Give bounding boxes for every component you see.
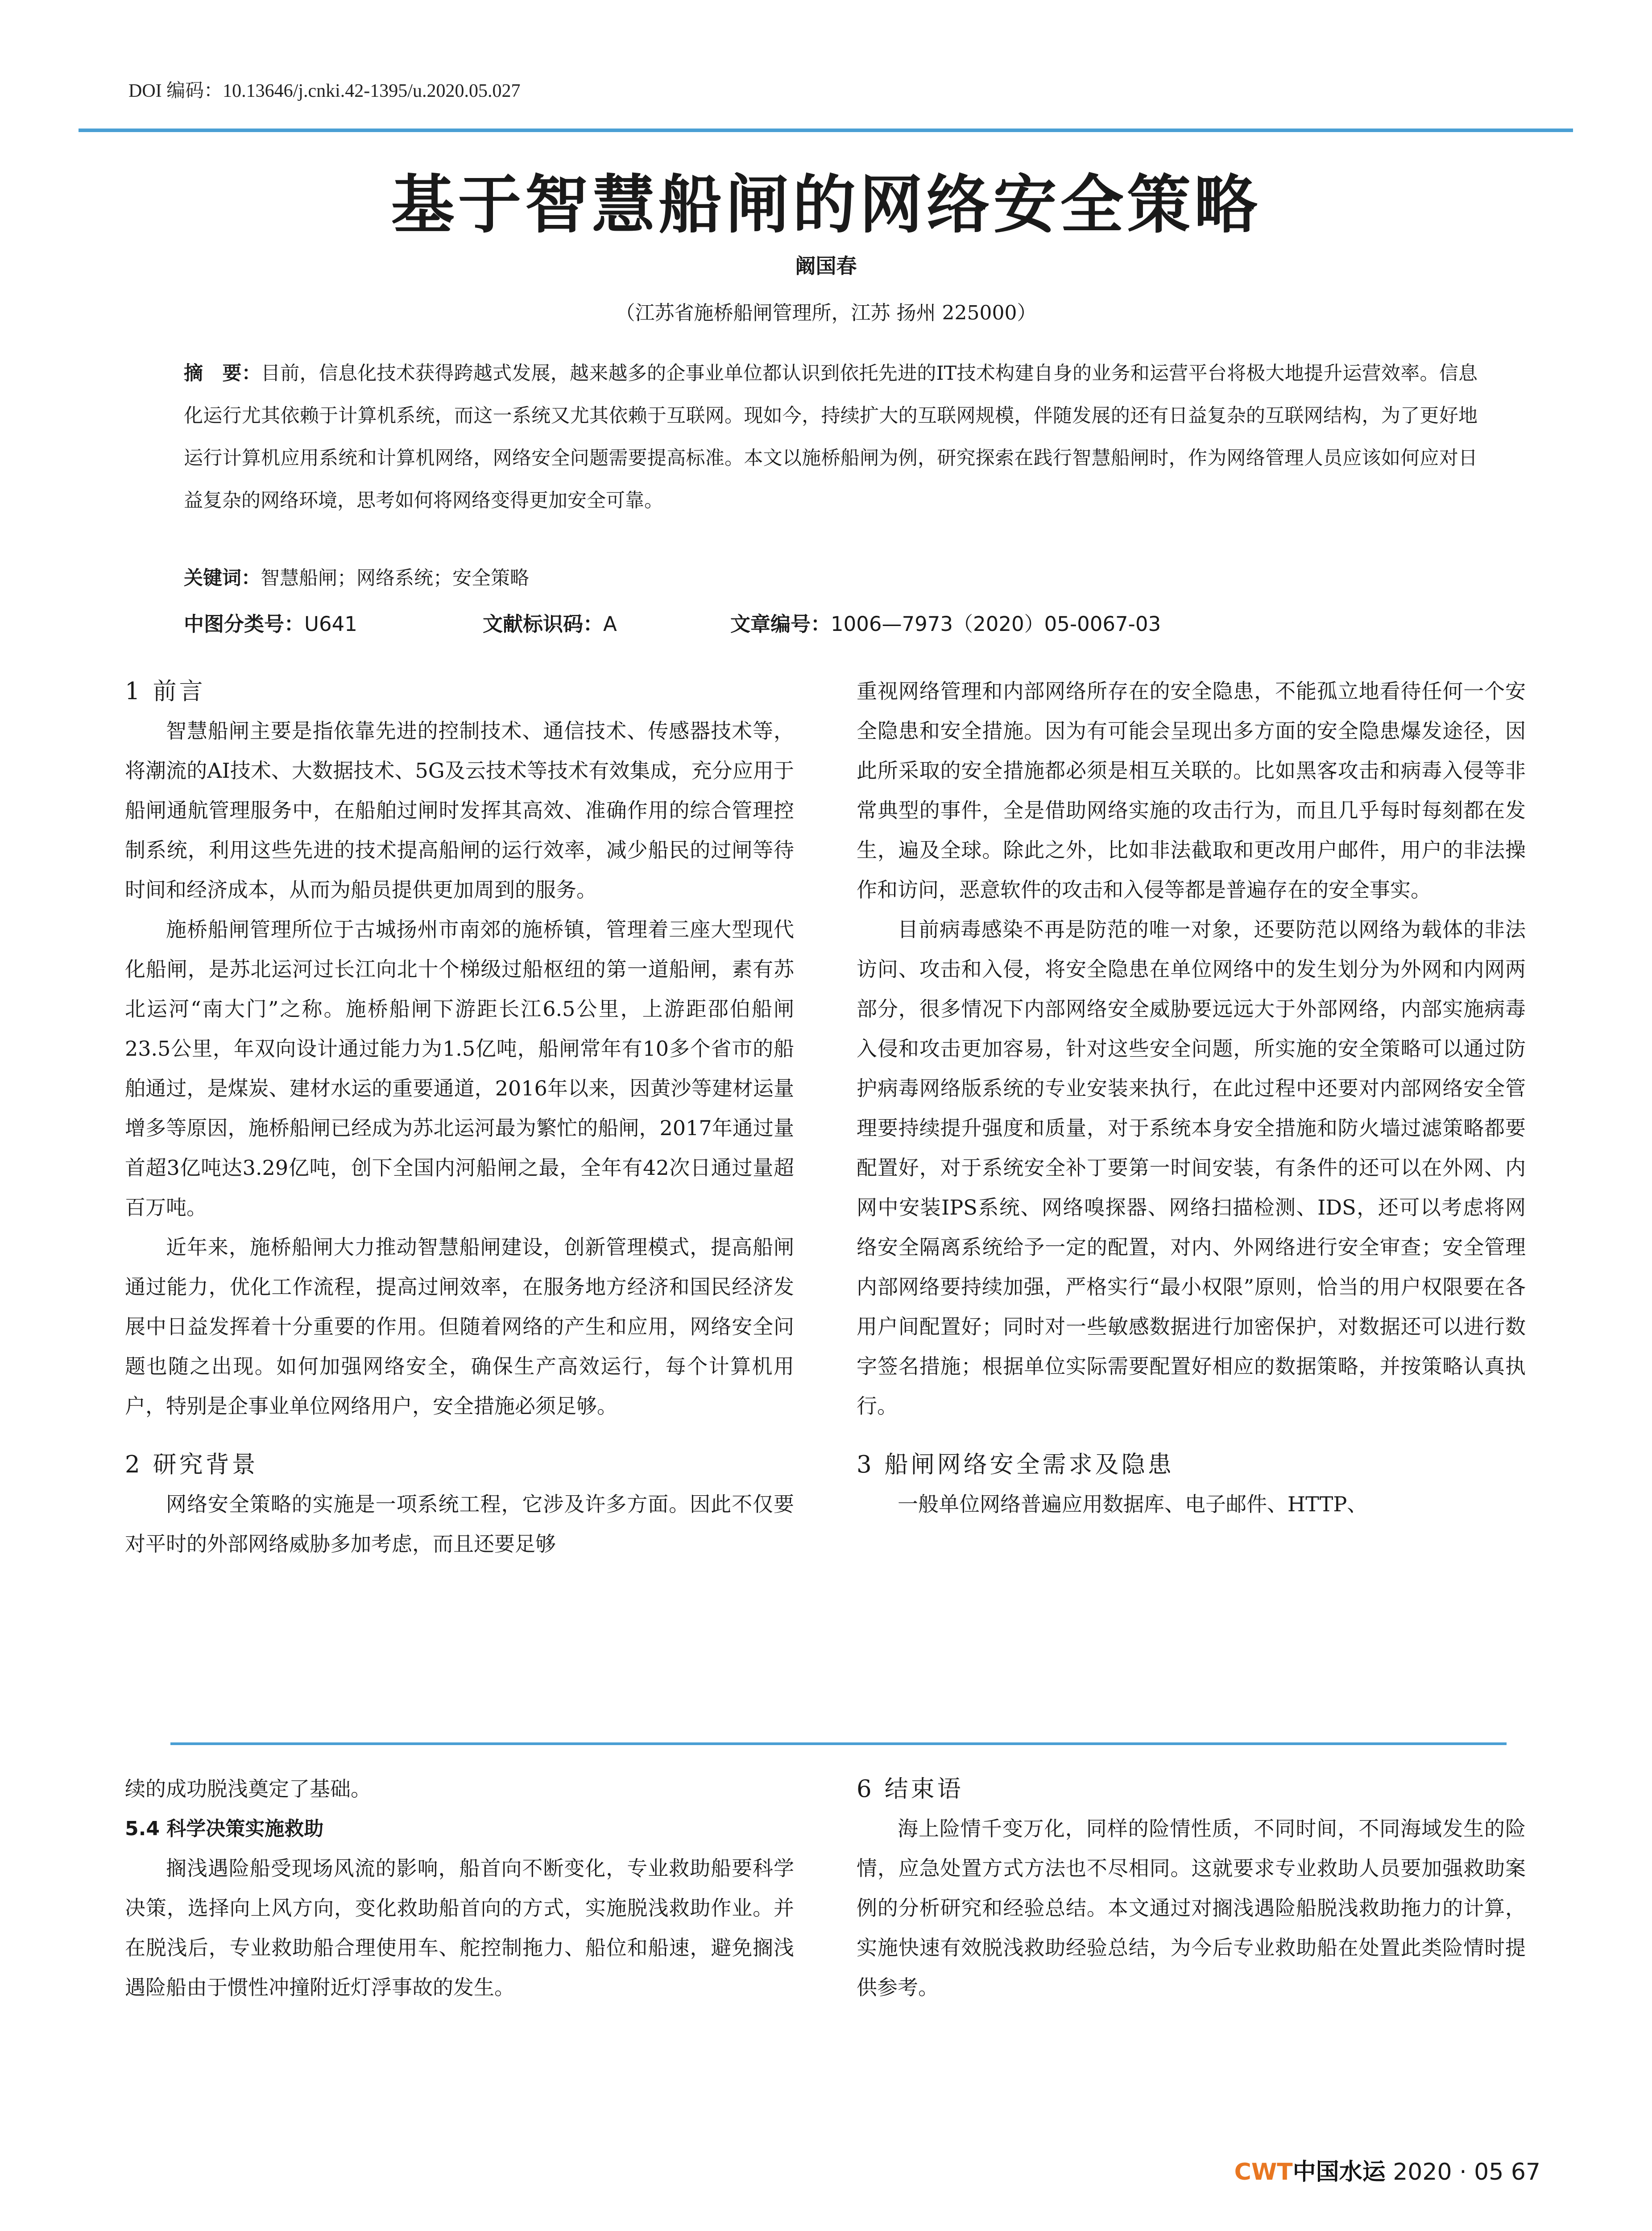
article-number-label: 文章编号： [730, 612, 831, 636]
clc-label: 中图分类号： [184, 612, 305, 636]
keywords [184, 563, 1478, 590]
paragraph: 智慧船闸主要是指依靠先进的控制技术、通信技术、传感器技术等，将潮流的AI技术、大数据技术、5G及云技术等技术有效集成，充分应用于船闸通航管理服务中，在船舶过闸时发挥其高效、准确作用的综合管理控制系统，利用这些先进的技术提高船闸的运行效率，减少船民的过闸等待时间和经济成本，从而为船员提供更加周到的服务。 [125, 719, 794, 902]
abstract-label: 摘 要： [184, 362, 261, 385]
paragraph: 目前病毒感染不再是防范的唯一对象，还要防范以网络为载体的非法访问、攻击和入侵，将安全隐患在单位网络中的发生划分为外网和内网两部分，很多情况下内部网络安全威胁要远远大于外部网络，内部实施病毒入侵和攻击更加容易，针对这些安全问题，所实施的安全策略可以通过防护病毒网络版系统的专业安装来执行，在此过程中还要对内部网络安全管理要持续提升强度和质量，对于系统本身安全措施和防火墙过滤策略都要配置好，对于系统安全补丁要第一时间安装，有条件的还可以在外网、内网中安装IPS系统、网络嗅探器、网络扫描检测、IDS，还可以考虑将网络安全隔离系统给予一定的配置，对内、外网络进行安全审查；安全管理内部网络要持续加强，严格实行“最小权限”原则，恰当的用户权限要在各用户间配置好；同时对一些敏感数据进行加密保护，对数据还可以进行数字签名措施；根据单位实际需要配置好相应的数据策略，并按策略认真执行。 [857, 917, 1526, 1418]
section-gap [857, 1426, 1526, 1445]
doc-code-item [483, 608, 617, 637]
section-heading-3: 3 船闸网络安全需求及隐患 [857, 1451, 1174, 1478]
keywords-text: 智慧船闸；网络系统；安全策略 [261, 567, 529, 589]
doi-line: DOI 编码：10.13646/j.cnki.42-1395/u.2020.05.027 [128, 81, 521, 101]
paragraph: 续的成功脱浅奠定了基础。 [125, 1777, 371, 1801]
abstract [184, 352, 1478, 522]
page-footer [1234, 2153, 1540, 2186]
affiliation: （江苏省施桥船闸管理所，江苏 扬州 225000） [615, 302, 1037, 324]
doc-code-label: 文献标识码： [483, 612, 604, 636]
section-divider-rule [170, 1742, 1507, 1745]
left-column-bottom [125, 1769, 794, 2007]
article-number-item [730, 608, 1161, 637]
paragraph: 海上险情千变万化，同样的险情性质，不同时间，不同海域发生的险情，应急处置方式方法也不尽相同。这就要求专业救助人员要加强救助案例的分析研究和经验总结。本文通过对搁浅遇险船脱浅救助拖力的计算，实施快速有效脱浅救助经验总结，为今后专业救助船在处置此类险情时提供参考。 [857, 1816, 1526, 1999]
page-number: 67 [1511, 2159, 1540, 2185]
section-heading-2: 2 研究背景 [125, 1451, 258, 1478]
right-column-top [857, 672, 1526, 1524]
doc-code-value: A [603, 612, 617, 636]
paragraph: 近年来，施桥船闸大力推动智慧船闸建设，创新管理模式，提高船闸通过能力，优化工作流程，提高过闸效率，在服务地方经济和国民经济发展中日益发挥着十分重要的作用。但随着网络的产生和应用，网络安全问题也随之出现。如何加强网络安全，确保生产高效运行，每个计算机用户，特别是企事业单位网络用户，安全措施必须足够。 [125, 1235, 794, 1418]
clc-item [184, 608, 357, 637]
paragraph: 施桥船闸管理所位于古城扬州市南郊的施桥镇，管理着三座大型现代化船闸，是苏北运河过长江向北十个梯级过船枢纽的第一道船闸，素有苏北运河“南大门”之称。施桥船闸下游距长江6.5公里，上游距邵伯船闸23.5公里，年双向设计通过能力为1.5亿吨，船闸常年有10多个省市的船舶通过，是煤炭、建材水运的重要通道，2016年以来，因黄沙等建材运量增多等原因，施桥船闸已经成为苏北运河最为繁忙的船闸，2017年通过量首超3亿吨达3.29亿吨，创下全国内河船闸之最，全年有42次日通过量超百万吨。 [125, 917, 794, 1219]
paragraph: 重视网络管理和内部网络所存在的安全隐患，不能孤立地看待任何一个安全隐患和安全措施。因为有可能会呈现出多方面的安全隐患爆发途径，因此所采取的安全措施都必须是相互关联的。比如黑客攻击和病毒入侵等非常典型的事件，全是借助网络实施的攻击行为，而且几乎每时每刻都在发生，遍及全球。除此之外，比如非法截取和更改用户邮件，用户的非法操作和访问，恶意软件的攻击和入侵等都是普遍存在的安全事实。 [857, 679, 1526, 902]
cwt-logo: CWT [1234, 2159, 1293, 2185]
article-title: 基于智慧船闸的网络安全策略 [391, 168, 1261, 242]
subsection-heading-5-4: 5.4 科学决策实施救助 [125, 1817, 324, 1840]
header-rule [79, 129, 1573, 132]
magazine-name: 中国水运 [1292, 2159, 1386, 2185]
section-heading-1: 1 前言 [125, 678, 206, 705]
clc-value: U641 [304, 612, 357, 636]
paragraph: 一般单位网络普遍应用数据库、电子邮件、HTTP、 [898, 1492, 1368, 1516]
right-column-bottom [857, 1769, 1526, 2007]
keywords-label: 关键词： [184, 567, 261, 589]
abstract-text: 目前，信息化技术获得跨越式发展，越来越多的企事业单位都认识到依托先进的IT技术构建自身的业务和运营平台将极大地提升运营效率。信息化运行尤其依赖于计算机系统，而这一系统又尤其依赖于互联网。现如今，持续扩大的互联网规模，伴随发展的还有日益复杂的互联网结构，为了更好地运行计算机应用系统和计算机网络，网络安全问题需要提高标准。本文以施桥船闸为例，研究探索在践行智慧船闸时，作为网络管理人员应该如何应对日益复杂的网络环境，思考如何将网络变得更加安全可靠。 [184, 362, 1478, 512]
author: 阚国春 [795, 254, 857, 278]
paragraph: 网络安全策略的实施是一项系统工程，它涉及许多方面。因此不仅要对平时的外部网络威胁多加考虑，而且还要足够 [125, 1492, 794, 1556]
section-gap [125, 1426, 794, 1445]
issue-number: 2020 · 05 [1393, 2159, 1504, 2185]
left-column-top [125, 672, 794, 1564]
article-number-value: 1006—7973（2020）05-0067-03 [831, 612, 1161, 636]
paragraph: 搁浅遇险船受现场风流的影响，船首向不断变化，专业救助船要科学决策，选择向上风方向，变化救助船首向的方式，实施脱浅救助作业。并在脱浅后，专业救助船合理使用车、舵控制拖力、船位和船速，避免搁浅遇险船由于惯性冲撞附近灯浮事故的发生。 [125, 1856, 794, 1999]
section-heading-6: 6 结束语 [857, 1775, 964, 1803]
